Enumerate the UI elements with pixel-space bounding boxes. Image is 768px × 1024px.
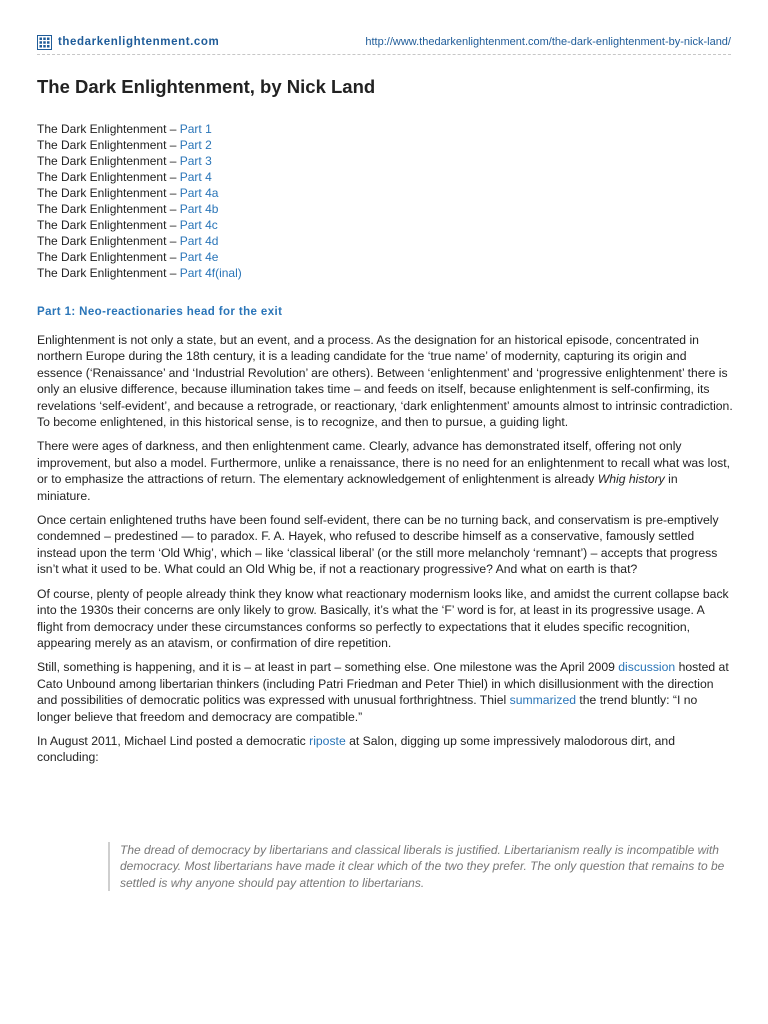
whig-history-emphasis: Whig history — [597, 472, 665, 487]
paragraph: Of course, plenty of people already think they know what reactionary modernism looks like, and amidst the current collapse back into the 1930s their concerns are only likely to grow. Basically, it’s what the ‘F’ word is for, at least in its progressive usage. A flight from democracy under these circumstances conforms so perfectly to expectations that it eludes specific recognition, appearing merely as an atavism, or confirmation of dire repetition. — [37, 586, 729, 650]
toc-prefix: The Dark Enlightenment – — [37, 186, 180, 200]
toc-item — [37, 185, 637, 201]
toc-link-part-4f[interactable]: Part 4f(inal) — [179, 266, 242, 280]
summarized-link[interactable]: summarized — [509, 693, 576, 708]
paragraph-text: Still, something is happening, and it is – at least in part – something else. One milestone was the April 2009 — [37, 660, 619, 675]
blockquote: The dread of democracy by libertarians and classical liberals is justified. Libertarianism really is incompatible with democracy. Most libertarians have made it clear which of the two they prefer. The only question that remains to be settled is why anyone should pay attention to libertarians. — [108, 842, 760, 891]
page-title: The Dark Enlightenment, by Nick Land — [37, 76, 376, 97]
toc-link-part-4c[interactable]: Part 4c — [179, 218, 218, 232]
toc-item — [37, 249, 637, 265]
site-name[interactable]: thedarkenlightenment.com — [58, 36, 220, 48]
site-brand[interactable] — [37, 35, 219, 50]
header-divider — [37, 54, 731, 55]
paragraph-text: in miniature. — [37, 472, 678, 503]
toc-item — [37, 153, 637, 169]
toc-prefix: The Dark Enlightenment – — [37, 202, 180, 216]
toc-item — [37, 201, 637, 217]
paragraph — [37, 659, 733, 725]
riposte-link[interactable]: riposte — [309, 733, 346, 748]
paragraph-text: There were ages of darkness, and then enlightenment came. Clearly, advance has demonstrated itself, offering not only improvement, but also a model. Furthermore, unlike a renaissance, there is no need for an enlightenment to recall what was lost, or to emphasize the attractions of return. The elementary acknowledgement of enlightenment is already — [37, 439, 731, 487]
paragraph — [37, 438, 733, 504]
toc-link-part-4[interactable]: Part 4 — [179, 170, 212, 184]
toc-prefix: The Dark Enlightenment – — [37, 250, 180, 264]
toc-link-part-4e[interactable]: Part 4e — [179, 250, 219, 264]
toc-item — [37, 137, 637, 153]
paragraph-text: In August 2011, Michael Lind posted a democratic — [37, 733, 310, 748]
page-header — [37, 32, 731, 52]
toc-prefix: The Dark Enlightenment – — [37, 122, 180, 136]
grid-logo-icon — [37, 35, 52, 50]
toc-prefix: The Dark Enlightenment – — [37, 266, 180, 280]
paragraph: Once certain enlightened truths have been found self-evident, there can be no turning back, and conservatism is pre-emptively condemned – predestined — to paradox. F. A. Hayek, who refused to describe himself as a conservative, famously settled instead upon the term ‘Old Whig’, which – like ‘classical liberal’ (or the still more melancholy ‘remnant’) – accepts that progress isn’t what it used to be. What could an Old Whig be, if not a reactionary progressive? And what on earth is that? — [37, 513, 719, 577]
toc-prefix: The Dark Enlightenment – — [37, 154, 180, 168]
toc-link-part-2[interactable]: Part 2 — [179, 138, 212, 152]
toc-link-part-4a[interactable]: Part 4a — [179, 186, 219, 200]
paragraph-text: hosted at Cato Unbound among libertarian thinkers (including Patri Friedman and Peter Thiel) in which disillusionment with the direction and possibilities of democratic politics was expressed with unusual forthrightness. Thiel — [37, 660, 729, 708]
toc-link-part-1[interactable]: Part 1 — [179, 122, 212, 136]
toc-prefix: The Dark Enlightenment – — [37, 218, 180, 232]
toc-item — [37, 169, 637, 185]
toc-prefix: The Dark Enlightenment – — [37, 170, 180, 184]
page-url[interactable]: http://www.thedarkenlightenment.com/the-dark-enlightenment-by-nick-land/ — [365, 36, 731, 48]
paragraph: Enlightenment is not only a state, but an event, and a process. As the designation for an historical episode, concentrated in northern Europe during the 18th century, it is a leading candidate for the ‘true name’ of modernity, capturing its origin and essence (‘Renaissance’ and ‘Industrial Revolution’ are others). Between ‘enlightenment’ and ‘progressive enlightenment’ there is only an elusive difference, because illumination takes time – and feeds on itself, because enlightenment is self-confirming, its revelations ‘self-evident’, and because a retrograde, or reactionary, ‘dark enlightenment’ amounts almost to intrinsic contradiction. To become enlightened, in this historical sense, is to recognize, and then to pursue, a guiding light. — [37, 333, 733, 430]
paragraph-text: at Salon, digging up some impressively malodorous dirt, and concluding: — [37, 733, 675, 765]
toc-prefix: The Dark Enlightenment – — [37, 138, 180, 152]
toc-item — [37, 121, 637, 137]
toc-item — [37, 265, 637, 281]
toc-item — [37, 217, 637, 233]
toc-prefix: The Dark Enlightenment – — [37, 234, 180, 248]
paragraph-text: the trend bluntly: “I no longer believe that freedom and democracy are compatible.” — [37, 693, 698, 724]
toc-item — [37, 233, 637, 249]
article-body — [37, 332, 733, 774]
paragraph — [37, 733, 733, 766]
discussion-link[interactable]: discussion — [618, 660, 676, 675]
toc-link-part-4d[interactable]: Part 4d — [179, 234, 219, 248]
toc-link-part-4b[interactable]: Part 4b — [179, 202, 219, 216]
table-of-contents — [37, 121, 637, 281]
toc-link-part-3[interactable]: Part 3 — [179, 154, 212, 168]
section-heading: Part 1: Neo-reactionaries head for the exit — [37, 306, 283, 318]
